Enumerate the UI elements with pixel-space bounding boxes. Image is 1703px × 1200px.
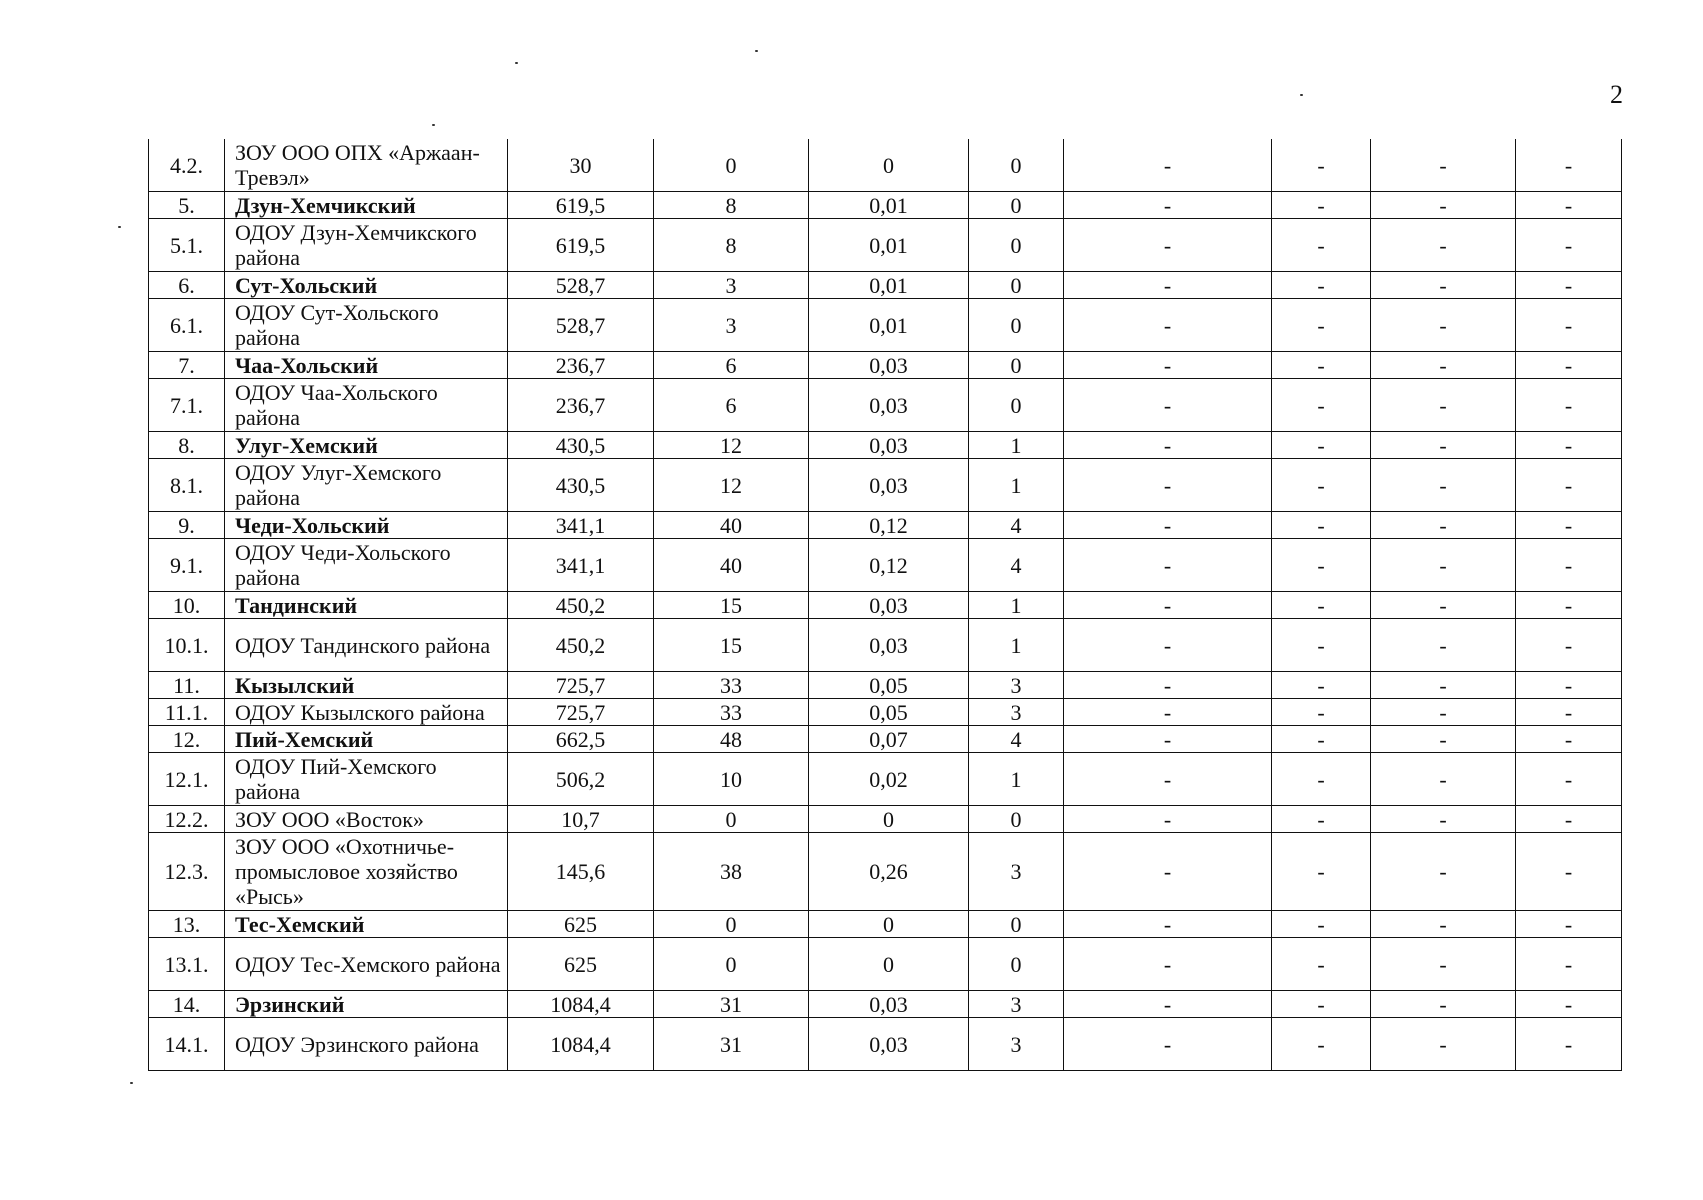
column-10-cell: - bbox=[1516, 672, 1622, 699]
density-cell: 0 bbox=[809, 806, 969, 833]
area-cell: 236,7 bbox=[508, 352, 654, 379]
column-6-cell: 1 bbox=[969, 592, 1064, 619]
column-6-cell: 0 bbox=[969, 299, 1064, 352]
density-cell: 0,03 bbox=[809, 1018, 969, 1071]
area-cell: 662,5 bbox=[508, 726, 654, 753]
count-cell: 40 bbox=[654, 539, 809, 592]
column-7-cell: - bbox=[1064, 753, 1272, 806]
column-8-cell: - bbox=[1272, 219, 1371, 272]
column-10-cell: - bbox=[1516, 753, 1622, 806]
column-9-cell: - bbox=[1371, 219, 1516, 272]
column-8-cell: - bbox=[1272, 139, 1371, 192]
region-row bbox=[149, 352, 1622, 379]
column-9-cell: - bbox=[1371, 459, 1516, 512]
area-cell: 619,5 bbox=[508, 192, 654, 219]
density-cell: 0,05 bbox=[809, 699, 969, 726]
column-7-cell: - bbox=[1064, 938, 1272, 991]
column-6-cell: 3 bbox=[969, 1018, 1064, 1071]
scan-speck bbox=[1300, 94, 1303, 96]
column-10-cell: - bbox=[1516, 991, 1622, 1018]
area-cell: 725,7 bbox=[508, 672, 654, 699]
count-cell: 33 bbox=[654, 672, 809, 699]
column-10-cell: - bbox=[1516, 1018, 1622, 1071]
column-7-cell: - bbox=[1064, 539, 1272, 592]
column-7-cell: - bbox=[1064, 806, 1272, 833]
area-cell: 341,1 bbox=[508, 512, 654, 539]
row-number: 8.1. bbox=[149, 459, 225, 512]
row-name: ОДОУ Тес-Хемского района bbox=[225, 938, 508, 991]
count-cell: 33 bbox=[654, 699, 809, 726]
region-row bbox=[149, 991, 1622, 1018]
column-8-cell: - bbox=[1272, 459, 1371, 512]
column-9-cell: - bbox=[1371, 192, 1516, 219]
row-name: ЗОУ ООО «Охотничье-промысловое хозяйство «Рысь» bbox=[225, 833, 508, 911]
row-name: Чеди-Хольский bbox=[225, 512, 508, 539]
row-number: 6.1. bbox=[149, 299, 225, 352]
column-7-cell: - bbox=[1064, 139, 1272, 192]
column-9-cell: - bbox=[1371, 139, 1516, 192]
column-9-cell: - bbox=[1371, 753, 1516, 806]
column-8-cell: - bbox=[1272, 911, 1371, 938]
table-body bbox=[149, 139, 1622, 1071]
area-cell: 725,7 bbox=[508, 699, 654, 726]
density-cell: 0,03 bbox=[809, 352, 969, 379]
row-number: 14. bbox=[149, 991, 225, 1018]
density-cell: 0,03 bbox=[809, 459, 969, 512]
table-row bbox=[149, 806, 1622, 833]
table-row bbox=[149, 379, 1622, 432]
column-10-cell: - bbox=[1516, 459, 1622, 512]
density-cell: 0,03 bbox=[809, 619, 969, 672]
column-9-cell: - bbox=[1371, 938, 1516, 991]
column-10-cell: - bbox=[1516, 299, 1622, 352]
column-9-cell: - bbox=[1371, 512, 1516, 539]
density-cell: 0,12 bbox=[809, 539, 969, 592]
column-9-cell: - bbox=[1371, 699, 1516, 726]
column-8-cell: - bbox=[1272, 512, 1371, 539]
count-cell: 6 bbox=[654, 379, 809, 432]
count-cell: 0 bbox=[654, 139, 809, 192]
row-name: ОДОУ Чаа-Хольского района bbox=[225, 379, 508, 432]
column-7-cell: - bbox=[1064, 672, 1272, 699]
table-row bbox=[149, 699, 1622, 726]
column-7-cell: - bbox=[1064, 991, 1272, 1018]
table-row bbox=[149, 753, 1622, 806]
row-name: Тес-Хемский bbox=[225, 911, 508, 938]
column-8-cell: - bbox=[1272, 592, 1371, 619]
density-cell: 0 bbox=[809, 938, 969, 991]
scan-speck bbox=[432, 124, 435, 126]
column-8-cell: - bbox=[1272, 272, 1371, 299]
row-name: ОДОУ Чеди-Хольского района bbox=[225, 539, 508, 592]
density-cell: 0,01 bbox=[809, 272, 969, 299]
column-9-cell: - bbox=[1371, 806, 1516, 833]
area-cell: 145,6 bbox=[508, 833, 654, 911]
column-10-cell: - bbox=[1516, 272, 1622, 299]
column-8-cell: - bbox=[1272, 672, 1371, 699]
count-cell: 8 bbox=[654, 192, 809, 219]
region-row bbox=[149, 672, 1622, 699]
count-cell: 8 bbox=[654, 219, 809, 272]
density-cell: 0,03 bbox=[809, 379, 969, 432]
row-name: Пий-Хемский bbox=[225, 726, 508, 753]
column-8-cell: - bbox=[1272, 619, 1371, 672]
area-cell: 528,7 bbox=[508, 299, 654, 352]
column-7-cell: - bbox=[1064, 592, 1272, 619]
region-row bbox=[149, 911, 1622, 938]
scan-speck bbox=[515, 62, 518, 64]
row-number: 9.1. bbox=[149, 539, 225, 592]
row-name: ОДОУ Сут-Хольского района bbox=[225, 299, 508, 352]
row-name: ЗОУ ООО ОПХ «Аржаан-Тревэл» bbox=[225, 139, 508, 192]
column-9-cell: - bbox=[1371, 352, 1516, 379]
row-name: ОДОУ Кызылского района bbox=[225, 699, 508, 726]
row-number: 9. bbox=[149, 512, 225, 539]
row-name: ОДОУ Тандинского района bbox=[225, 619, 508, 672]
column-8-cell: - bbox=[1272, 352, 1371, 379]
data-table bbox=[148, 139, 1622, 1071]
column-10-cell: - bbox=[1516, 512, 1622, 539]
column-6-cell: 0 bbox=[969, 219, 1064, 272]
column-10-cell: - bbox=[1516, 379, 1622, 432]
column-7-cell: - bbox=[1064, 459, 1272, 512]
row-number: 13.1. bbox=[149, 938, 225, 991]
table-row bbox=[149, 219, 1622, 272]
row-name: Эрзинский bbox=[225, 991, 508, 1018]
region-row bbox=[149, 512, 1622, 539]
row-number: 12.1. bbox=[149, 753, 225, 806]
area-cell: 341,1 bbox=[508, 539, 654, 592]
column-7-cell: - bbox=[1064, 299, 1272, 352]
column-7-cell: - bbox=[1064, 512, 1272, 539]
area-cell: 30 bbox=[508, 139, 654, 192]
column-9-cell: - bbox=[1371, 619, 1516, 672]
column-7-cell: - bbox=[1064, 432, 1272, 459]
column-8-cell: - bbox=[1272, 806, 1371, 833]
column-7-cell: - bbox=[1064, 911, 1272, 938]
column-10-cell: - bbox=[1516, 911, 1622, 938]
area-cell: 450,2 bbox=[508, 592, 654, 619]
density-cell: 0,01 bbox=[809, 299, 969, 352]
area-cell: 625 bbox=[508, 938, 654, 991]
column-7-cell: - bbox=[1064, 219, 1272, 272]
table-row bbox=[149, 539, 1622, 592]
row-name: ОДОУ Пий-Хемского района bbox=[225, 753, 508, 806]
column-6-cell: 1 bbox=[969, 619, 1064, 672]
column-6-cell: 0 bbox=[969, 806, 1064, 833]
column-6-cell: 3 bbox=[969, 991, 1064, 1018]
column-9-cell: - bbox=[1371, 991, 1516, 1018]
column-6-cell: 0 bbox=[969, 938, 1064, 991]
column-10-cell: - bbox=[1516, 592, 1622, 619]
count-cell: 6 bbox=[654, 352, 809, 379]
column-10-cell: - bbox=[1516, 352, 1622, 379]
column-10-cell: - bbox=[1516, 219, 1622, 272]
region-row bbox=[149, 272, 1622, 299]
table-row bbox=[149, 938, 1622, 991]
area-cell: 506,2 bbox=[508, 753, 654, 806]
column-6-cell: 1 bbox=[969, 753, 1064, 806]
table-row bbox=[149, 833, 1622, 911]
density-cell: 0,03 bbox=[809, 592, 969, 619]
column-6-cell: 0 bbox=[969, 192, 1064, 219]
count-cell: 0 bbox=[654, 806, 809, 833]
column-8-cell: - bbox=[1272, 726, 1371, 753]
column-6-cell: 1 bbox=[969, 459, 1064, 512]
row-number: 8. bbox=[149, 432, 225, 459]
row-name: Дзун-Хемчикский bbox=[225, 192, 508, 219]
count-cell: 10 bbox=[654, 753, 809, 806]
row-number: 7. bbox=[149, 352, 225, 379]
column-9-cell: - bbox=[1371, 272, 1516, 299]
column-6-cell: 3 bbox=[969, 672, 1064, 699]
count-cell: 12 bbox=[654, 459, 809, 512]
count-cell: 15 bbox=[654, 619, 809, 672]
row-number: 12.2. bbox=[149, 806, 225, 833]
count-cell: 15 bbox=[654, 592, 809, 619]
row-number: 11.1. bbox=[149, 699, 225, 726]
count-cell: 40 bbox=[654, 512, 809, 539]
column-10-cell: - bbox=[1516, 139, 1622, 192]
region-row bbox=[149, 592, 1622, 619]
column-7-cell: - bbox=[1064, 1018, 1272, 1071]
row-name: Улуг-Хемский bbox=[225, 432, 508, 459]
area-cell: 619,5 bbox=[508, 219, 654, 272]
density-cell: 0,02 bbox=[809, 753, 969, 806]
column-8-cell: - bbox=[1272, 432, 1371, 459]
area-cell: 236,7 bbox=[508, 379, 654, 432]
row-number: 10. bbox=[149, 592, 225, 619]
row-number: 12. bbox=[149, 726, 225, 753]
column-6-cell: 0 bbox=[969, 352, 1064, 379]
column-6-cell: 0 bbox=[969, 139, 1064, 192]
area-cell: 430,5 bbox=[508, 459, 654, 512]
area-cell: 528,7 bbox=[508, 272, 654, 299]
count-cell: 3 bbox=[654, 272, 809, 299]
row-number: 6. bbox=[149, 272, 225, 299]
column-10-cell: - bbox=[1516, 539, 1622, 592]
row-name: ОДОУ Дзун-Хемчикского района bbox=[225, 219, 508, 272]
page-number: 2 bbox=[1610, 80, 1623, 109]
column-7-cell: - bbox=[1064, 726, 1272, 753]
table-row bbox=[149, 139, 1622, 192]
region-row bbox=[149, 726, 1622, 753]
density-cell: 0,07 bbox=[809, 726, 969, 753]
column-8-cell: - bbox=[1272, 539, 1371, 592]
column-7-cell: - bbox=[1064, 833, 1272, 911]
column-10-cell: - bbox=[1516, 938, 1622, 991]
column-8-cell: - bbox=[1272, 192, 1371, 219]
column-6-cell: 0 bbox=[969, 379, 1064, 432]
column-8-cell: - bbox=[1272, 379, 1371, 432]
column-9-cell: - bbox=[1371, 379, 1516, 432]
column-6-cell: 4 bbox=[969, 539, 1064, 592]
column-8-cell: - bbox=[1272, 753, 1371, 806]
column-8-cell: - bbox=[1272, 1018, 1371, 1071]
density-cell: 0 bbox=[809, 139, 969, 192]
row-name: Тандинский bbox=[225, 592, 508, 619]
count-cell: 0 bbox=[654, 911, 809, 938]
row-name: Сут-Хольский bbox=[225, 272, 508, 299]
density-cell: 0,01 bbox=[809, 192, 969, 219]
column-6-cell: 4 bbox=[969, 512, 1064, 539]
column-9-cell: - bbox=[1371, 539, 1516, 592]
density-cell: 0,01 bbox=[809, 219, 969, 272]
column-9-cell: - bbox=[1371, 592, 1516, 619]
row-number: 13. bbox=[149, 911, 225, 938]
density-cell: 0,05 bbox=[809, 672, 969, 699]
row-number: 5. bbox=[149, 192, 225, 219]
column-8-cell: - bbox=[1272, 699, 1371, 726]
column-8-cell: - bbox=[1272, 833, 1371, 911]
row-number: 12.3. bbox=[149, 833, 225, 911]
row-number: 7.1. bbox=[149, 379, 225, 432]
row-name: ЗОУ ООО «Восток» bbox=[225, 806, 508, 833]
area-cell: 10,7 bbox=[508, 806, 654, 833]
column-9-cell: - bbox=[1371, 432, 1516, 459]
column-9-cell: - bbox=[1371, 911, 1516, 938]
density-cell: 0,12 bbox=[809, 512, 969, 539]
column-6-cell: 4 bbox=[969, 726, 1064, 753]
column-9-cell: - bbox=[1371, 1018, 1516, 1071]
column-10-cell: - bbox=[1516, 726, 1622, 753]
column-10-cell: - bbox=[1516, 432, 1622, 459]
column-7-cell: - bbox=[1064, 352, 1272, 379]
column-6-cell: 0 bbox=[969, 911, 1064, 938]
region-row bbox=[149, 432, 1622, 459]
count-cell: 48 bbox=[654, 726, 809, 753]
area-cell: 450,2 bbox=[508, 619, 654, 672]
column-6-cell: 3 bbox=[969, 833, 1064, 911]
row-name: Кызылский bbox=[225, 672, 508, 699]
column-10-cell: - bbox=[1516, 699, 1622, 726]
row-name: ОДОУ Улуг-Хемского района bbox=[225, 459, 508, 512]
scan-speck bbox=[118, 226, 121, 228]
column-9-cell: - bbox=[1371, 299, 1516, 352]
column-7-cell: - bbox=[1064, 699, 1272, 726]
table-row bbox=[149, 1018, 1622, 1071]
table-row bbox=[149, 459, 1622, 512]
column-6-cell: 1 bbox=[969, 432, 1064, 459]
row-name: Чаа-Хольский bbox=[225, 352, 508, 379]
column-6-cell: 0 bbox=[969, 272, 1064, 299]
table-row bbox=[149, 619, 1622, 672]
row-number: 10.1. bbox=[149, 619, 225, 672]
row-number: 4.2. bbox=[149, 139, 225, 192]
density-cell: 0,03 bbox=[809, 991, 969, 1018]
column-10-cell: - bbox=[1516, 833, 1622, 911]
column-9-cell: - bbox=[1371, 672, 1516, 699]
count-cell: 12 bbox=[654, 432, 809, 459]
column-8-cell: - bbox=[1272, 299, 1371, 352]
density-cell: 0,26 bbox=[809, 833, 969, 911]
column-7-cell: - bbox=[1064, 272, 1272, 299]
area-cell: 430,5 bbox=[508, 432, 654, 459]
area-cell: 1084,4 bbox=[508, 991, 654, 1018]
row-number: 5.1. bbox=[149, 219, 225, 272]
column-8-cell: - bbox=[1272, 991, 1371, 1018]
column-7-cell: - bbox=[1064, 619, 1272, 672]
column-9-cell: - bbox=[1371, 726, 1516, 753]
density-cell: 0 bbox=[809, 911, 969, 938]
scan-speck bbox=[130, 1082, 133, 1084]
row-name: ОДОУ Эрзинского района bbox=[225, 1018, 508, 1071]
table-row bbox=[149, 299, 1622, 352]
column-10-cell: - bbox=[1516, 619, 1622, 672]
count-cell: 31 bbox=[654, 1018, 809, 1071]
column-9-cell: - bbox=[1371, 833, 1516, 911]
area-cell: 625 bbox=[508, 911, 654, 938]
count-cell: 3 bbox=[654, 299, 809, 352]
column-10-cell: - bbox=[1516, 192, 1622, 219]
area-cell: 1084,4 bbox=[508, 1018, 654, 1071]
count-cell: 0 bbox=[654, 938, 809, 991]
density-cell: 0,03 bbox=[809, 432, 969, 459]
scan-speck bbox=[755, 50, 758, 52]
count-cell: 31 bbox=[654, 991, 809, 1018]
count-cell: 38 bbox=[654, 833, 809, 911]
column-10-cell: - bbox=[1516, 806, 1622, 833]
column-7-cell: - bbox=[1064, 379, 1272, 432]
column-6-cell: 3 bbox=[969, 699, 1064, 726]
column-8-cell: - bbox=[1272, 938, 1371, 991]
region-row bbox=[149, 192, 1622, 219]
column-7-cell: - bbox=[1064, 192, 1272, 219]
row-number: 14.1. bbox=[149, 1018, 225, 1071]
row-number: 11. bbox=[149, 672, 225, 699]
